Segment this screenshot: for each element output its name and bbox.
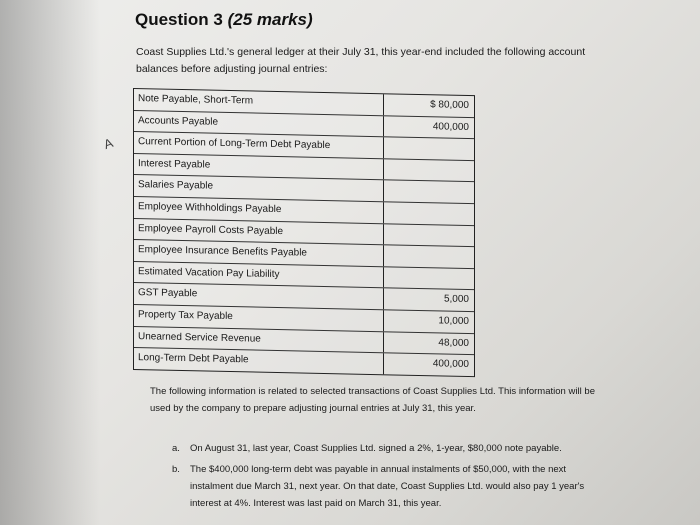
- account-name: Unearned Service Revenue: [134, 327, 384, 353]
- account-name: Employee Insurance Benefits Payable: [134, 240, 384, 266]
- account-name: Salaries Payable: [134, 175, 384, 201]
- list-item-text: On August 31, last year, Coast Supplies Ltd. signed a 2%, 1-year, $80,000 note payable.: [190, 443, 562, 454]
- list-item-letter: a.: [172, 443, 180, 454]
- list-item-letter: b.: [172, 464, 180, 475]
- account-amount: $ 80,000: [430, 99, 469, 112]
- account-name: Current Portion of Long-Term Debt Payable: [134, 132, 384, 158]
- account-amount: 5,000: [443, 293, 469, 306]
- info-paragraph: The following information is related to selected transactions of Coast Supplies Ltd. This information will be used by the company to prepare adjusting journal entries at July 31, this year.: [150, 386, 595, 414]
- account-amount: [384, 181, 474, 203]
- account-amount: 400,000: [432, 120, 469, 133]
- account-name: Note Payable, Short-Term: [134, 89, 384, 115]
- question-title: [135, 10, 313, 30]
- question-marks: (25 marks): [227, 10, 313, 29]
- account-name: Accounts Payable: [134, 111, 384, 137]
- account-name: GST Payable: [134, 283, 384, 309]
- account-name: Long-Term Debt Payable: [134, 348, 384, 374]
- account-amount: 400,000: [432, 358, 469, 371]
- ledger-table: [133, 88, 475, 377]
- list-item-a: [172, 440, 610, 457]
- account-amount: [384, 137, 474, 159]
- account-name: Interest Payable: [134, 154, 384, 180]
- account-name: Property Tax Payable: [134, 305, 384, 331]
- intro-paragraph: Coast Supplies Ltd.'s general ledger at their July 31, this year-end included the following account balances before adjusting journal entries:: [136, 46, 586, 75]
- list-item-text: The $400,000 long-term debt was payable in annual instalments of $50,000, with the next instalment due March 31, next year. On that date, Coast Supplies Ltd. would also pay 1 year's interest at 4%. Interest was last paid on March 31, this year.: [190, 464, 585, 509]
- account-amount: [384, 267, 474, 289]
- account-name: Estimated Vacation Pay Liability: [134, 262, 384, 288]
- account-amount: [384, 224, 474, 246]
- account-name: Employee Payroll Costs Payable: [134, 219, 384, 245]
- page-shadow: [0, 0, 100, 525]
- handwritten-mark: A: [101, 134, 115, 153]
- account-amount: 10,000: [438, 315, 469, 327]
- account-amount: [384, 202, 474, 224]
- account-amount: [384, 159, 474, 181]
- account-amount: [384, 245, 474, 267]
- account-name: Employee Withholdings Payable: [134, 197, 384, 223]
- question-number: Question 3: [135, 10, 223, 29]
- account-amount: 48,000: [438, 336, 469, 349]
- list-item-b: [172, 461, 600, 512]
